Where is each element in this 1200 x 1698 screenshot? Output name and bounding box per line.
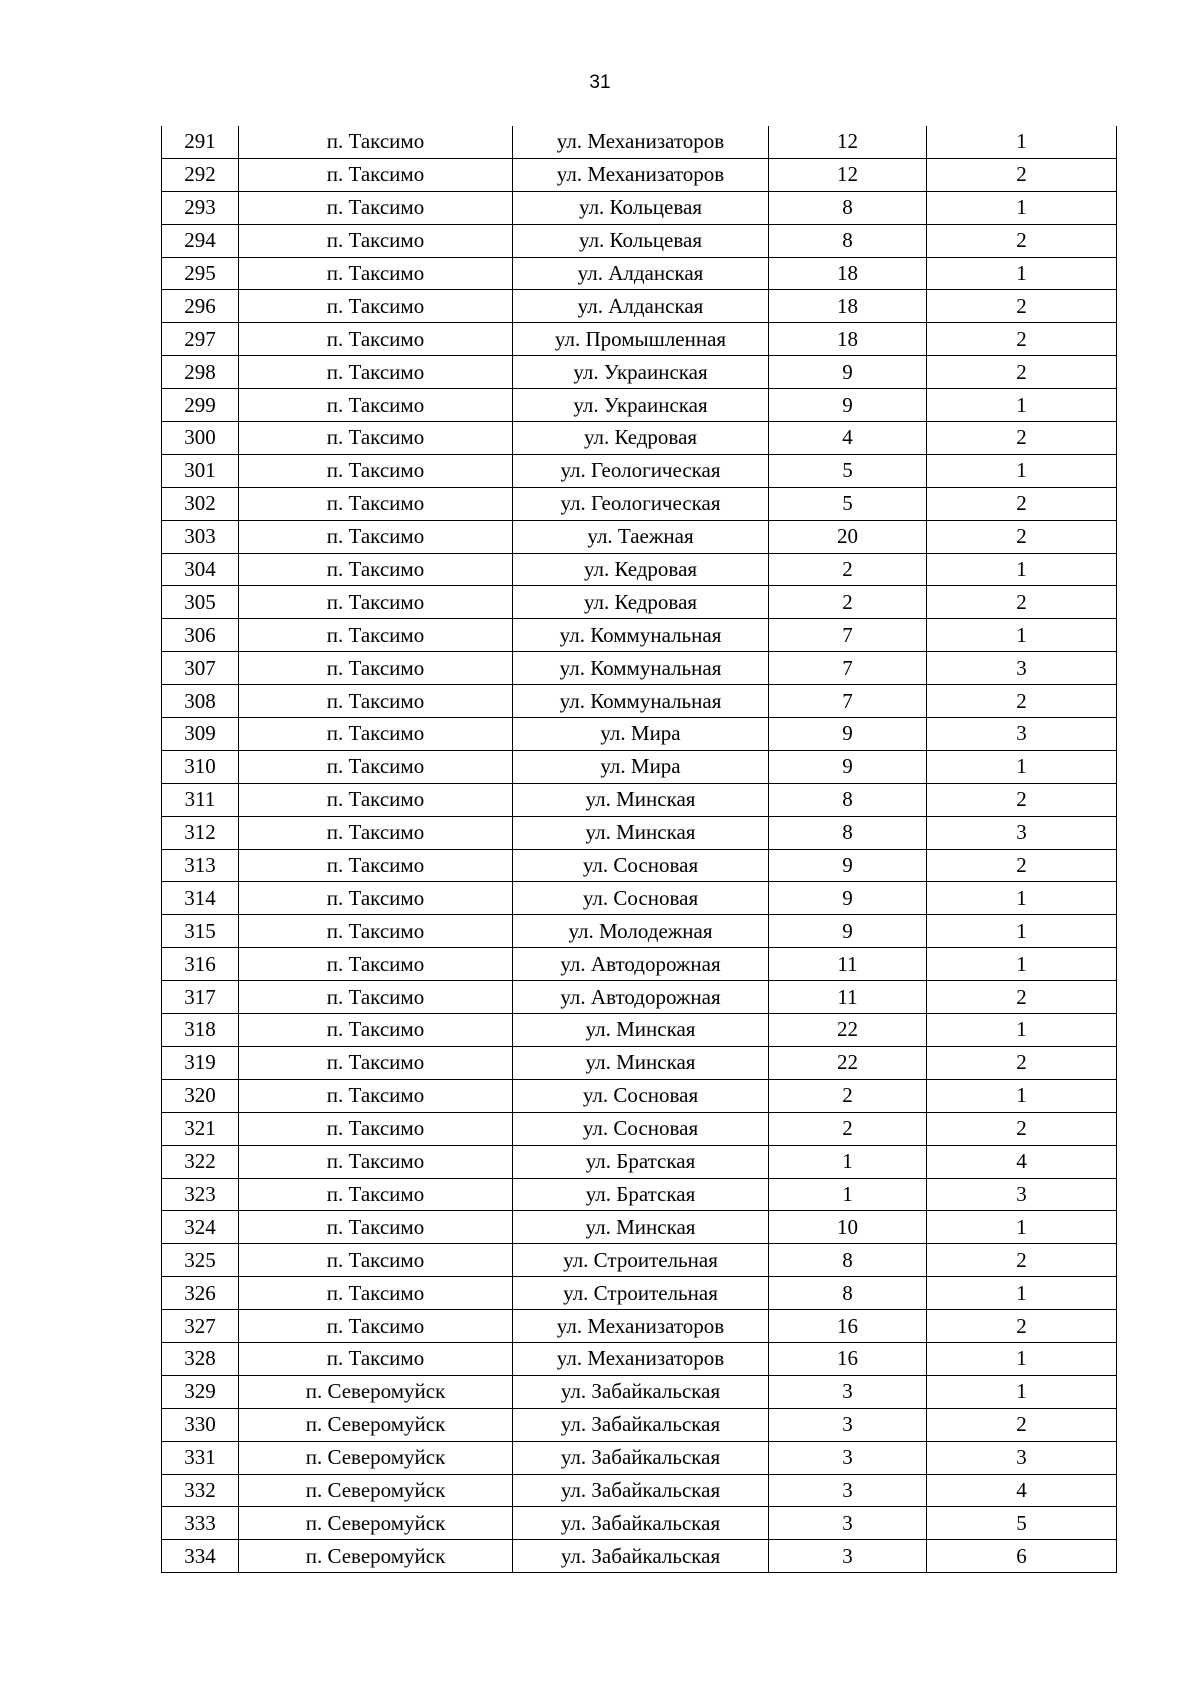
apartment-number-cell: 4 (927, 1145, 1117, 1178)
row-number-cell: 327 (162, 1310, 239, 1343)
table-row (162, 257, 1117, 290)
street-cell: ул. Сосновая (513, 882, 769, 915)
street-cell: ул. Механизаторов (513, 158, 769, 191)
settlement-cell: п. Таксимо (239, 816, 513, 849)
apartment-number-cell: 2 (927, 1310, 1117, 1343)
apartment-number-cell: 2 (927, 356, 1117, 389)
apartment-number-cell: 3 (927, 652, 1117, 685)
house-number-cell: 3 (769, 1408, 927, 1441)
street-cell: ул. Механизаторов (513, 1342, 769, 1375)
address-table (161, 126, 1117, 1573)
apartment-number-cell: 1 (927, 882, 1117, 915)
house-number-cell: 12 (769, 126, 927, 158)
house-number-cell: 2 (769, 553, 927, 586)
apartment-number-cell: 2 (927, 323, 1117, 356)
house-number-cell: 9 (769, 718, 927, 751)
row-number-cell: 312 (162, 816, 239, 849)
apartment-number-cell: 1 (927, 948, 1117, 981)
settlement-cell: п. Таксимо (239, 323, 513, 356)
table-row (162, 191, 1117, 224)
row-number-cell: 328 (162, 1342, 239, 1375)
row-number-cell: 324 (162, 1211, 239, 1244)
street-cell: ул. Коммунальная (513, 619, 769, 652)
house-number-cell: 22 (769, 1014, 927, 1047)
street-cell: ул. Таежная (513, 520, 769, 553)
row-number-cell: 304 (162, 553, 239, 586)
apartment-number-cell: 1 (927, 257, 1117, 290)
house-number-cell: 16 (769, 1342, 927, 1375)
apartment-number-cell: 1 (927, 1375, 1117, 1408)
street-cell: ул. Геологическая (513, 454, 769, 487)
settlement-cell: п. Таксимо (239, 619, 513, 652)
apartment-number-cell: 2 (927, 224, 1117, 257)
apartment-number-cell: 1 (927, 1079, 1117, 1112)
apartment-number-cell: 3 (927, 718, 1117, 751)
house-number-cell: 9 (769, 389, 927, 422)
apartment-number-cell: 2 (927, 849, 1117, 882)
street-cell: ул. Сосновая (513, 1112, 769, 1145)
street-cell: ул. Механизаторов (513, 126, 769, 158)
table-row (162, 1375, 1117, 1408)
settlement-cell: п. Таксимо (239, 389, 513, 422)
house-number-cell: 4 (769, 422, 927, 455)
settlement-cell: п. Северомуйск (239, 1441, 513, 1474)
apartment-number-cell: 2 (927, 783, 1117, 816)
row-number-cell: 321 (162, 1112, 239, 1145)
table-row (162, 1441, 1117, 1474)
table-row (162, 1112, 1117, 1145)
table-row (162, 882, 1117, 915)
table-row (162, 816, 1117, 849)
house-number-cell: 16 (769, 1310, 927, 1343)
street-cell: ул. Забайкальская (513, 1408, 769, 1441)
house-number-cell: 8 (769, 816, 927, 849)
table-row (162, 454, 1117, 487)
table-row (162, 553, 1117, 586)
street-cell: ул. Минская (513, 1211, 769, 1244)
table-row (162, 520, 1117, 553)
table-row (162, 1244, 1117, 1277)
row-number-cell: 296 (162, 290, 239, 323)
street-cell: ул. Кольцевая (513, 224, 769, 257)
row-number-cell: 305 (162, 586, 239, 619)
table-row (162, 1014, 1117, 1047)
street-cell: ул. Кедровая (513, 553, 769, 586)
row-number-cell: 330 (162, 1408, 239, 1441)
house-number-cell: 9 (769, 750, 927, 783)
settlement-cell: п. Таксимо (239, 1342, 513, 1375)
settlement-cell: п. Северомуйск (239, 1540, 513, 1573)
street-cell: ул. Украинская (513, 356, 769, 389)
row-number-cell: 295 (162, 257, 239, 290)
table-row (162, 389, 1117, 422)
row-number-cell: 316 (162, 948, 239, 981)
row-number-cell: 322 (162, 1145, 239, 1178)
settlement-cell: п. Таксимо (239, 1014, 513, 1047)
table-row (162, 981, 1117, 1014)
row-number-cell: 293 (162, 191, 239, 224)
street-cell: ул. Алданская (513, 257, 769, 290)
settlement-cell: п. Таксимо (239, 948, 513, 981)
apartment-number-cell: 1 (927, 619, 1117, 652)
street-cell: ул. Кедровая (513, 586, 769, 619)
table-row (162, 126, 1117, 158)
street-cell: ул. Братская (513, 1178, 769, 1211)
settlement-cell: п. Таксимо (239, 849, 513, 882)
row-number-cell: 298 (162, 356, 239, 389)
row-number-cell: 320 (162, 1079, 239, 1112)
house-number-cell: 18 (769, 323, 927, 356)
row-number-cell: 313 (162, 849, 239, 882)
street-cell: ул. Украинская (513, 389, 769, 422)
settlement-cell: п. Таксимо (239, 750, 513, 783)
table-row (162, 323, 1117, 356)
street-cell: ул. Забайкальская (513, 1540, 769, 1573)
row-number-cell: 314 (162, 882, 239, 915)
house-number-cell: 3 (769, 1375, 927, 1408)
row-number-cell: 334 (162, 1540, 239, 1573)
street-cell: ул. Коммунальная (513, 685, 769, 718)
settlement-cell: п. Таксимо (239, 422, 513, 455)
table-row (162, 290, 1117, 323)
table-row (162, 1342, 1117, 1375)
settlement-cell: п. Таксимо (239, 487, 513, 520)
settlement-cell: п. Таксимо (239, 520, 513, 553)
street-cell: ул. Забайкальская (513, 1474, 769, 1507)
settlement-cell: п. Таксимо (239, 1277, 513, 1310)
apartment-number-cell: 1 (927, 553, 1117, 586)
table-row (162, 1145, 1117, 1178)
street-cell: ул. Алданская (513, 290, 769, 323)
page-number: 31 (589, 72, 611, 93)
table-body (162, 126, 1117, 1573)
house-number-cell: 11 (769, 948, 927, 981)
settlement-cell: п. Таксимо (239, 454, 513, 487)
row-number-cell: 332 (162, 1474, 239, 1507)
table-row (162, 1178, 1117, 1211)
settlement-cell: п. Таксимо (239, 1244, 513, 1277)
table-row (162, 750, 1117, 783)
settlement-cell: п. Таксимо (239, 191, 513, 224)
table-row (162, 685, 1117, 718)
settlement-cell: п. Таксимо (239, 1046, 513, 1079)
street-cell: ул. Строительная (513, 1244, 769, 1277)
apartment-number-cell: 2 (927, 1112, 1117, 1145)
apartment-number-cell: 2 (927, 981, 1117, 1014)
row-number-cell: 333 (162, 1507, 239, 1540)
apartment-number-cell: 2 (927, 158, 1117, 191)
row-number-cell: 291 (162, 126, 239, 158)
row-number-cell: 300 (162, 422, 239, 455)
house-number-cell: 9 (769, 849, 927, 882)
street-cell: ул. Минская (513, 783, 769, 816)
house-number-cell: 1 (769, 1178, 927, 1211)
apartment-number-cell: 2 (927, 290, 1117, 323)
street-cell: ул. Кольцевая (513, 191, 769, 224)
table-row (162, 783, 1117, 816)
table-row (162, 849, 1117, 882)
table-row (162, 652, 1117, 685)
row-number-cell: 301 (162, 454, 239, 487)
settlement-cell: п. Таксимо (239, 718, 513, 751)
settlement-cell: п. Таксимо (239, 1310, 513, 1343)
house-number-cell: 3 (769, 1507, 927, 1540)
apartment-number-cell: 1 (927, 1342, 1117, 1375)
row-number-cell: 302 (162, 487, 239, 520)
apartment-number-cell: 6 (927, 1540, 1117, 1573)
settlement-cell: п. Северомуйск (239, 1408, 513, 1441)
row-number-cell: 309 (162, 718, 239, 751)
street-cell: ул. Механизаторов (513, 1310, 769, 1343)
apartment-number-cell: 4 (927, 1474, 1117, 1507)
house-number-cell: 5 (769, 454, 927, 487)
table-row (162, 1079, 1117, 1112)
street-cell: ул. Промышленная (513, 323, 769, 356)
table-row (162, 1474, 1117, 1507)
row-number-cell: 329 (162, 1375, 239, 1408)
house-number-cell: 10 (769, 1211, 927, 1244)
street-cell: ул. Геологическая (513, 487, 769, 520)
settlement-cell: п. Таксимо (239, 257, 513, 290)
row-number-cell: 326 (162, 1277, 239, 1310)
settlement-cell: п. Таксимо (239, 1211, 513, 1244)
house-number-cell: 11 (769, 981, 927, 1014)
row-number-cell: 331 (162, 1441, 239, 1474)
house-number-cell: 7 (769, 685, 927, 718)
apartment-number-cell: 1 (927, 750, 1117, 783)
settlement-cell: п. Таксимо (239, 1079, 513, 1112)
settlement-cell: п. Северомуйск (239, 1474, 513, 1507)
row-number-cell: 317 (162, 981, 239, 1014)
house-number-cell: 8 (769, 1277, 927, 1310)
street-cell: ул. Автодорожная (513, 948, 769, 981)
apartment-number-cell: 2 (927, 1244, 1117, 1277)
apartment-number-cell: 1 (927, 126, 1117, 158)
house-number-cell: 8 (769, 783, 927, 816)
house-number-cell: 20 (769, 520, 927, 553)
apartment-number-cell: 3 (927, 816, 1117, 849)
settlement-cell: п. Таксимо (239, 1145, 513, 1178)
house-number-cell: 5 (769, 487, 927, 520)
settlement-cell: п. Таксимо (239, 586, 513, 619)
settlement-cell: п. Таксимо (239, 158, 513, 191)
house-number-cell: 9 (769, 882, 927, 915)
table-row (162, 1277, 1117, 1310)
house-number-cell: 2 (769, 586, 927, 619)
table-row (162, 422, 1117, 455)
settlement-cell: п. Таксимо (239, 553, 513, 586)
settlement-cell: п. Северомуйск (239, 1375, 513, 1408)
row-number-cell: 297 (162, 323, 239, 356)
apartment-number-cell: 1 (927, 915, 1117, 948)
street-cell: ул. Забайкальская (513, 1375, 769, 1408)
street-cell: ул. Забайкальская (513, 1507, 769, 1540)
table-row (162, 915, 1117, 948)
table-row (162, 158, 1117, 191)
street-cell: ул. Минская (513, 1046, 769, 1079)
row-number-cell: 294 (162, 224, 239, 257)
settlement-cell: п. Таксимо (239, 882, 513, 915)
house-number-cell: 3 (769, 1474, 927, 1507)
house-number-cell: 18 (769, 290, 927, 323)
table-row (162, 1540, 1117, 1573)
row-number-cell: 307 (162, 652, 239, 685)
table-row (162, 1046, 1117, 1079)
apartment-number-cell: 3 (927, 1178, 1117, 1211)
row-number-cell: 303 (162, 520, 239, 553)
apartment-number-cell: 5 (927, 1507, 1117, 1540)
settlement-cell: п. Таксимо (239, 652, 513, 685)
table-row (162, 356, 1117, 389)
house-number-cell: 2 (769, 1112, 927, 1145)
house-number-cell: 8 (769, 224, 927, 257)
apartment-number-cell: 2 (927, 1408, 1117, 1441)
settlement-cell: п. Таксимо (239, 224, 513, 257)
house-number-cell: 8 (769, 191, 927, 224)
settlement-cell: п. Таксимо (239, 915, 513, 948)
street-cell: ул. Сосновая (513, 1079, 769, 1112)
row-number-cell: 292 (162, 158, 239, 191)
settlement-cell: п. Таксимо (239, 783, 513, 816)
table-row (162, 1310, 1117, 1343)
table-row (162, 1507, 1117, 1540)
table-row (162, 487, 1117, 520)
street-cell: ул. Коммунальная (513, 652, 769, 685)
house-number-cell: 12 (769, 158, 927, 191)
table-row (162, 224, 1117, 257)
row-number-cell: 310 (162, 750, 239, 783)
street-cell: ул. Минская (513, 816, 769, 849)
apartment-number-cell: 2 (927, 520, 1117, 553)
settlement-cell: п. Таксимо (239, 356, 513, 389)
apartment-number-cell: 1 (927, 1211, 1117, 1244)
street-cell: ул. Минская (513, 1014, 769, 1047)
row-number-cell: 319 (162, 1046, 239, 1079)
settlement-cell: п. Таксимо (239, 1178, 513, 1211)
house-number-cell: 9 (769, 356, 927, 389)
row-number-cell: 325 (162, 1244, 239, 1277)
apartment-number-cell: 1 (927, 1014, 1117, 1047)
table-row (162, 718, 1117, 751)
row-number-cell: 315 (162, 915, 239, 948)
apartment-number-cell: 1 (927, 191, 1117, 224)
house-number-cell: 1 (769, 1145, 927, 1178)
apartment-number-cell: 2 (927, 1046, 1117, 1079)
table-row (162, 586, 1117, 619)
street-cell: ул. Строительная (513, 1277, 769, 1310)
row-number-cell: 311 (162, 783, 239, 816)
settlement-cell: п. Таксимо (239, 685, 513, 718)
table-row (162, 1408, 1117, 1441)
street-cell: ул. Мира (513, 718, 769, 751)
settlement-cell: п. Северомуйск (239, 1507, 513, 1540)
apartment-number-cell: 2 (927, 422, 1117, 455)
row-number-cell: 323 (162, 1178, 239, 1211)
apartment-number-cell: 1 (927, 1277, 1117, 1310)
apartment-number-cell: 2 (927, 487, 1117, 520)
street-cell: ул. Кедровая (513, 422, 769, 455)
settlement-cell: п. Таксимо (239, 290, 513, 323)
house-number-cell: 18 (769, 257, 927, 290)
house-number-cell: 9 (769, 915, 927, 948)
apartment-number-cell: 2 (927, 586, 1117, 619)
apartment-number-cell: 1 (927, 454, 1117, 487)
street-cell: ул. Мира (513, 750, 769, 783)
street-cell: ул. Забайкальская (513, 1441, 769, 1474)
house-number-cell: 7 (769, 652, 927, 685)
row-number-cell: 318 (162, 1014, 239, 1047)
row-number-cell: 308 (162, 685, 239, 718)
row-number-cell: 299 (162, 389, 239, 422)
row-number-cell: 306 (162, 619, 239, 652)
street-cell: ул. Автодорожная (513, 981, 769, 1014)
apartment-number-cell: 1 (927, 389, 1117, 422)
street-cell: ул. Братская (513, 1145, 769, 1178)
house-number-cell: 3 (769, 1540, 927, 1573)
house-number-cell: 8 (769, 1244, 927, 1277)
apartment-number-cell: 3 (927, 1441, 1117, 1474)
house-number-cell: 7 (769, 619, 927, 652)
settlement-cell: п. Таксимо (239, 126, 513, 158)
house-number-cell: 22 (769, 1046, 927, 1079)
house-number-cell: 2 (769, 1079, 927, 1112)
table-row (162, 619, 1117, 652)
settlement-cell: п. Таксимо (239, 981, 513, 1014)
table-row (162, 1211, 1117, 1244)
street-cell: ул. Сосновая (513, 849, 769, 882)
table-row (162, 948, 1117, 981)
house-number-cell: 3 (769, 1441, 927, 1474)
apartment-number-cell: 2 (927, 685, 1117, 718)
settlement-cell: п. Таксимо (239, 1112, 513, 1145)
street-cell: ул. Молодежная (513, 915, 769, 948)
